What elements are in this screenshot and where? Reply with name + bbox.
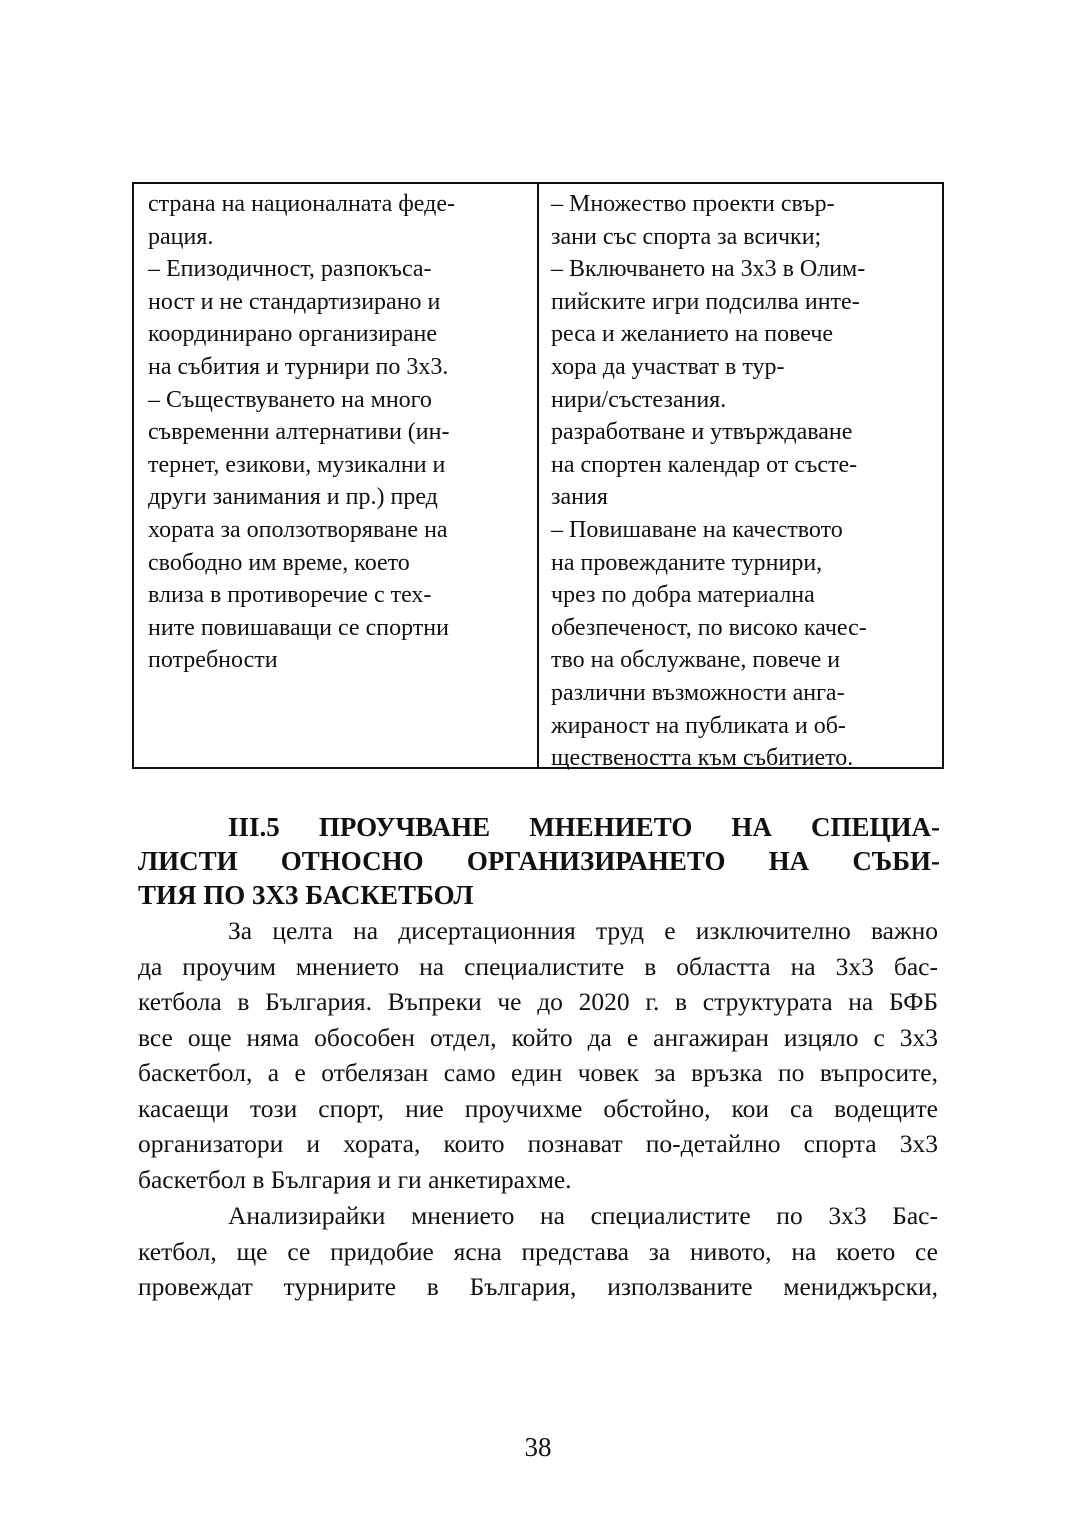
paragraph-line: баскетбол, а е отбелязан само един човек за връзка по въпросите, [138, 1058, 938, 1087]
table-line: други занимания и пр.) пред [148, 484, 438, 511]
paragraph-line: провеждат турнирите в България, използваните мениджърски, [138, 1272, 938, 1301]
paragraph-line: организатори и хората, които познават по-детайлно спорта 3х3 [138, 1129, 938, 1158]
paragraph-line: кетбол, ще се придобие ясна представа за нивото, на което се [138, 1236, 938, 1266]
table-line: потребности [148, 647, 278, 674]
paragraph-line: все още няма обособен отдел, който да е ангажиран изцяло с 3х3 [138, 1022, 938, 1052]
table-line: реса и желанието на повече [551, 321, 834, 348]
heading-line: III.5 ПРОУЧВАНЕ МНЕНИЕТО НА СПЕЦИА- [228, 812, 940, 842]
table-line: рация. [148, 223, 214, 250]
heading-line: ЛИСТИ ОТНОСНО ОРГАНИЗИРАНЕТО НА СЪБИ- [138, 846, 940, 876]
section-heading [138, 810, 940, 912]
table-line: тернет, езикови, музикални и [148, 451, 446, 478]
table-line: влиза в противоречие с тех- [148, 582, 432, 609]
table-line: хора да участват в тур- [551, 353, 785, 380]
table-line: свободно им време, което [148, 549, 410, 576]
table-line: на събития и турнири по 3х3. [148, 353, 449, 380]
table-line: чрез по добра материална [551, 582, 815, 609]
table-line: тво на обслужване, повече и [551, 647, 841, 674]
table-line: различни възможности анга- [551, 679, 845, 706]
paragraph-line: да проучим мнението на специалистите в областта на 3х3 бас- [138, 951, 938, 981]
table-line: – Повишаване на качеството [551, 516, 843, 543]
table-line: ните повишаващи се спортни [148, 614, 449, 641]
paragraph-line: За целта на дисертационния труд е изключително важно [228, 916, 938, 945]
table-line: – Множество проекти свър- [551, 191, 835, 217]
table-line: нири/състезания. [551, 386, 727, 413]
paragraph-intro [138, 913, 938, 1197]
table-line: обезпеченост, по високо качес- [551, 614, 867, 641]
table-line: съвременни алтернативи (ин- [148, 419, 450, 446]
table-line: пийските игри подсилва инте- [551, 288, 860, 315]
heading-line: ТИЯ ПО 3Х3 БАСКЕТБОЛ [138, 880, 474, 910]
paragraph-line: кетбола в България. Въпреки че до 2020 г. в структурата на БФБ [138, 987, 938, 1016]
table-line: на провежданите турнири, [551, 549, 823, 576]
paragraph-line: касаещи този спорт, ние проучихме обстойно, кои са водещите [138, 1093, 938, 1123]
table-line: жираност на публиката и об- [551, 712, 846, 739]
table-line: разработване и утвърждаване [551, 419, 853, 446]
table-line: страна на националната феде- [148, 191, 455, 217]
page-number: 38 [524, 1432, 552, 1462]
table-line: зания [551, 484, 608, 511]
table-cell-left [134, 184, 539, 767]
table-line: хората за оползотворяване на [148, 516, 448, 543]
paragraph-analysis [138, 1198, 938, 1305]
table-cell-right [539, 184, 942, 772]
table-line: – Включването на 3х3 в Олим- [551, 256, 866, 283]
table-line: – Епизодичност, разпокъса- [148, 256, 432, 283]
table-line: – Съществуването на много [148, 386, 432, 413]
table-line: ност и не стандартизирано и [148, 288, 441, 315]
paragraph-line: Анализирайки мнението на специалистите по 3х3 Бас- [228, 1201, 938, 1230]
table-line: зани със спорта за всички; [551, 223, 822, 250]
table-line: на спортен календар от състе- [551, 451, 858, 478]
analysis-table [132, 182, 944, 772]
table-line: ществеността към събитието. [551, 745, 854, 772]
paragraph-line: баскетбол в България и ги анкетирахме. [138, 1164, 572, 1194]
table-line: координирано организиране [148, 321, 438, 348]
